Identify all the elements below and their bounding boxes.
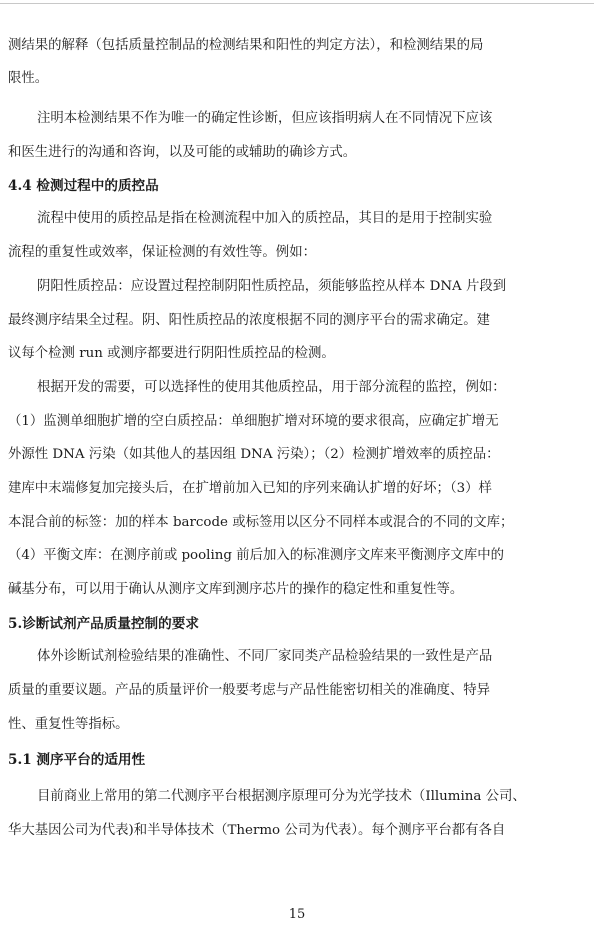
body-line-11: 根据开发的需要，可以选择性的使用其他质控品，用于部分流程的监控，例如： (37, 380, 506, 395)
body-line-19: 体外诊断试剂检验结果的准确性、不同厂家同类产品检验结果的一致性是产品 (37, 649, 493, 664)
body-line-13: 外源性 DNA 污染（如其他人的基因组 DNA 污染）；（2）检测扩增效率的质控品： (8, 447, 500, 462)
body-line-9: 最终测序结果全过程。阴、阳性质控品的浓度根据不同的测序平台的需求确定。建 (8, 313, 491, 328)
body-line-2: 限性。 (8, 71, 49, 86)
body-line-15: 本混合前的标签：加的样本 barcode 或标签用以区分不同样本或混合的不同的文库； (8, 515, 514, 530)
body-line-12: （1）监测单细胞扩增的空白质控品：单细胞扩增对环境的要求很高，应确定扩增无 (8, 414, 499, 429)
body-line-24: 华大基因公司为代表)和半导体技术（Thermo 公司为代表）。每个测序平台都有各自 (8, 823, 506, 838)
body-line-4: 和医生进行的沟通和咨询，以及可能的或辅助的确诊方式。 (8, 145, 357, 160)
body-line-3: 注明本检测结果不作为唯一的确定性诊断，但应该指明病人在不同情况下应该 (37, 111, 493, 126)
body-line-20: 质量的重要议题。产品的质量评价一般要考虑与产品性能密切相关的准确度、特异 (8, 683, 491, 698)
section-heading-4-4: 4.4 检测过程中的质控品 (8, 178, 159, 194)
body-line-7: 流程的重复性或效率，保证检测的有效性等。例如： (8, 245, 316, 260)
body-line-8: 阴阳性质控品：应设置过程控制阴阳性质控品，须能够监控从样本 DNA 片段到 (37, 279, 507, 294)
body-line-6: 流程中使用的质控品是指在检测流程中加入的质控品，其目的是用于控制实验 (37, 211, 493, 226)
body-line-23: 目前商业上常用的第二代测序平台根据测序原理可分为光学技术（Illumina 公司、 (37, 789, 526, 804)
section-heading-5: 5.诊断试剂产品质量控制的要求 (8, 616, 199, 632)
body-line-14: 建库中末端修复加完接头后，在扩增前加入已知的序列来确认扩增的好坏；（3）样 (8, 481, 492, 496)
page-number: 15 (288, 907, 306, 922)
body-line-17: 碱基分布，可以用于确认从测序文库到测序芯片的操作的稳定性和重复性等。 (8, 582, 464, 597)
body-line-16: （4）平衡文库：在测序前或 pooling 前后加入的标准测序文库来平衡测序文库中的 (8, 548, 504, 563)
section-heading-5-1: 5.1 测序平台的适用性 (8, 752, 146, 768)
body-line-1: 测结果的解释（包括质量控制品的检测结果和阳性的判定方法），和检测结果的局 (8, 38, 484, 53)
body-line-10: 议每个检测 run 或测序都要进行阴阳性质控品的检测。 (8, 346, 335, 361)
body-line-21: 性、重复性等指标。 (8, 717, 129, 732)
